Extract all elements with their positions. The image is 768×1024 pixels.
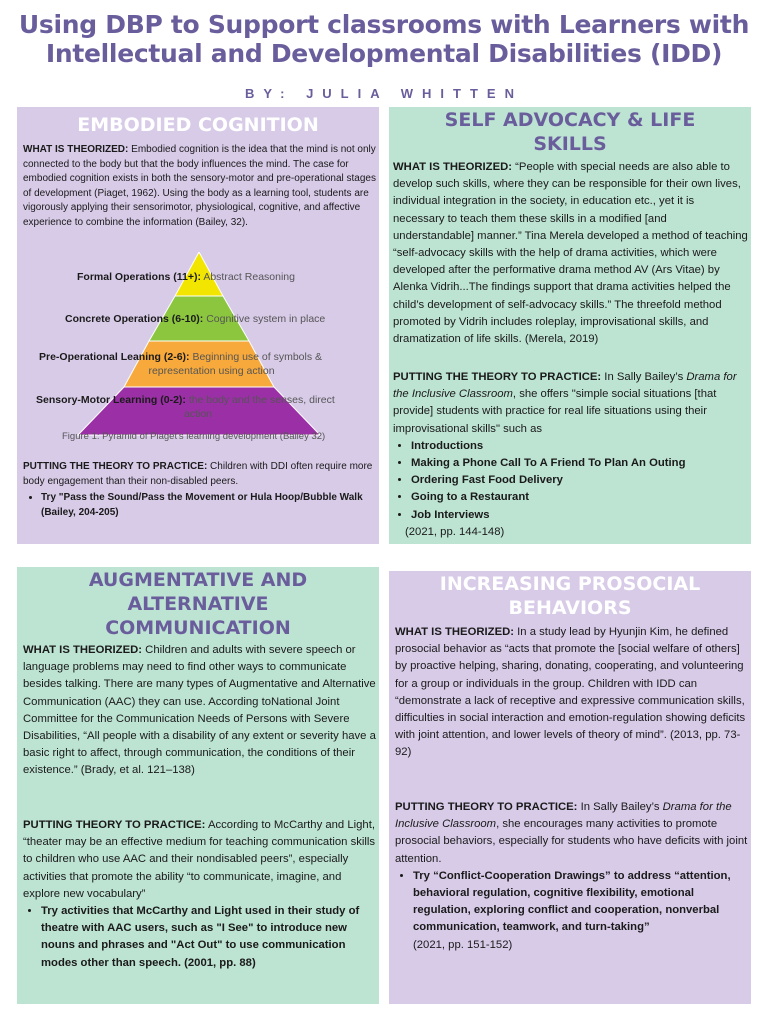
title-line-2: Intellectual and Developmental Disabilities (IDD) — [45, 39, 723, 68]
list-item: • Try “Conflict-Cooperation Drawings” to address “attention, behavioral regulation, cognitive flexibility, emotional regulation, exploring conflict and cooperation, nonverbal communication, teamwork, and turn-taking” — [413, 868, 749, 937]
list-item: • Making a Phone Call To A Friend To Plan An Outing — [411, 455, 748, 472]
practice-list — [23, 491, 377, 520]
desc-formal: Abstract Reasoning — [201, 271, 295, 283]
desc-sensorymotor: the body and the senses, direct — [185, 394, 335, 406]
practice-list — [393, 438, 748, 524]
stage-concrete: Concrete Operations (6-10): — [65, 313, 204, 325]
byline: BY: JULIA WHITTEN — [245, 86, 523, 101]
prosocial-panel — [389, 571, 751, 1004]
desc-preoperational: Beginning use of symbols & — [189, 351, 323, 363]
list-item: • Try activities that McCarthy and Light used in their study of theatre with AAC users, such as "I See" to introduce new nouns and phrases and "Act Out" to use communication modes other than speech. (2001, pp. 88) — [41, 903, 377, 972]
page-title — [0, 10, 768, 68]
theorized-text: “People with special needs are also able to develop such skills, where they can be responsible for their own lives, individual integration in the society, in education etc., yet it is necessary to teach them these skills in a modified [and understandable] manner.” Tina Merela developed a method of teaching “self-advocacy skills with the help of drama activities, which were developed after the performative drama method AV (Ars Vitae) by Alenka Vidrih...The findings support that drama activities helped the child’s development of self-advocacy skills.” The threefold method promoted by Vidrih includes roleplay, improvisational skills, and dramatization of life skills. (Merela, 2019) — [393, 161, 748, 346]
pyramid-label-concrete — [65, 312, 325, 326]
practice-text-pre: In Sally Bailey’s — [601, 371, 687, 383]
pyramid-label-sensorymotor — [36, 393, 335, 421]
theorized-paragraph — [23, 143, 377, 230]
practice-label: PUTTING THE THEORY TO PRACTICE: — [23, 461, 208, 472]
title-line-3: COMMUNICATION — [105, 617, 291, 639]
aac-panel — [17, 567, 379, 1004]
practice-text-post: , she offers "simple social situations [that provide] students with practice for real life situations using their improvisational skills" such as — [393, 388, 717, 435]
practice-paragraph — [23, 817, 377, 972]
list-item: • Introductions — [411, 438, 748, 455]
practice-paragraph — [393, 369, 748, 541]
practice-text-pre: In Sally Bailey’s — [577, 801, 663, 813]
theorized-paragraph — [395, 624, 749, 762]
embodied-cognition-panel — [17, 107, 379, 544]
self-advocacy-panel — [389, 107, 751, 544]
list-item: • Job Interviews — [411, 507, 748, 524]
pyramid-label-formal — [77, 270, 295, 284]
theorized-label: WHAT IS THEORIZED: — [393, 161, 513, 173]
practice-label: PUTTING THEORY TO PRACTICE: — [395, 801, 578, 813]
panel-title — [389, 108, 751, 156]
practice-paragraph — [395, 799, 749, 954]
practice-text: Children with DDI often require more body engagement than their non-disabled peers. — [23, 461, 373, 487]
panel-title — [17, 568, 379, 640]
citation: (2021, pp. 144-148) — [405, 525, 505, 538]
panel-title: EMBODIED COGNITION — [77, 114, 319, 136]
theorized-paragraph — [23, 642, 377, 780]
title-line-1: Using DBP to Support classrooms with Learners with — [18, 10, 750, 39]
stage-preoperational: Pre-Operational Leaning (2-6): — [39, 351, 190, 363]
desc2-sensorymotor: action — [184, 408, 213, 420]
theorized-paragraph — [393, 159, 748, 348]
title-line-1: INCREASING PROSOCIAL — [439, 573, 701, 595]
list-item: • Try "Pass the Sound/Pass the Movement or Hula Hoop/Bubble Walk (Bailey, 204-205) — [41, 491, 377, 520]
desc2-preoperational: representation using action — [148, 365, 275, 377]
practice-list — [395, 868, 749, 937]
theorized-label: WHAT IS THEORIZED: — [23, 144, 129, 155]
list-item: • Ordering Fast Food Delivery — [411, 472, 748, 489]
title-line-1: AUGMENTATIVE AND — [88, 569, 308, 591]
practice-text: According to McCarthy and Light, “theater may be an effective medium for teaching communication skills to children who use AAC and their nondisabled peers”, especially activities that promote the ability “to communicate, imagine, and explore new vocabulary” — [23, 819, 376, 900]
theorized-text: In a study lead by Hyunjin Kim, he defined prosocial behavior as “acts that promote the [social welfare of others] by proactive helping, sharing, donating, cooperating, and volunteering for a group or individuals in the group. Children with IDD can “demonstrate a lack of receptive and expressive communication skills, difficulties in social interaction and emotion-regulation showing deficits with joint attention, and lower levels of theory of mind”. (2013, pp. 73-92) — [395, 626, 746, 759]
desc-concrete: Cognitive system in place — [203, 313, 326, 325]
book-title: Drama for the Inclusive Classroom — [395, 801, 732, 831]
theorized-text: Children and adults with severe speech or language problems may need to find other ways to communicate besides talking. There are many types of Augmentative and Alternative Communication (AAC) they can use. According toNational Joint Committee for the Communication Needs of Persons with Severe Disabilities, “All people with a disability of any extent or severity have a basic right to affect, through communication, the conditions of their existence.” (Brady, et al. 121–138) — [23, 644, 376, 777]
title-line-2: BEHAVIORS — [508, 597, 632, 619]
title-line-2: SKILLS — [533, 133, 607, 155]
theorized-label: WHAT IS THEORIZED: — [23, 644, 143, 656]
stage-formal: Formal Operations (11+): — [77, 271, 201, 283]
panel-title — [389, 572, 751, 620]
book-title: Drama for the Inclusive Classroom — [393, 371, 737, 401]
theorized-text: Embodied cognition is the idea that the mind is not only connected to the body but that the body influences the mind. The case for embodied cognition exists in both the sensory-motor and pre-operational stages of development (Piaget, 1962). Using the body as a learning tool, students are vigorously applying their sensorimotor, physiological, cognitive, and affective experience to combine the information (Bailey, 32). — [23, 144, 376, 228]
pyramid-label-preoperational — [39, 350, 322, 378]
practice-label: PUTTING THE THEORY TO PRACTICE: — [393, 371, 602, 383]
pyramid-caption: Figure 1: Pyramid of Piaget's learning development (Bailey 32) — [62, 431, 326, 442]
citation: (2021, pp. 151-152) — [413, 938, 513, 951]
title-line-1: SELF ADVOCACY & LIFE — [444, 109, 696, 131]
theorized-label: WHAT IS THEORIZED: — [395, 626, 515, 638]
stage-sensorymotor: Sensory-Motor Learning (0-2): — [36, 394, 186, 406]
title-line-2: ALTERNATIVE — [127, 593, 269, 615]
practice-list — [23, 903, 377, 972]
list-item: • Going to a Restaurant — [411, 489, 748, 506]
practice-text-post: , she encourages many activities to promote prosocial behaviors, especially for students who have deficits with joint attention. — [395, 818, 748, 865]
practice-paragraph — [23, 460, 377, 520]
practice-label: PUTTING THEORY TO PRACTICE: — [23, 819, 206, 831]
